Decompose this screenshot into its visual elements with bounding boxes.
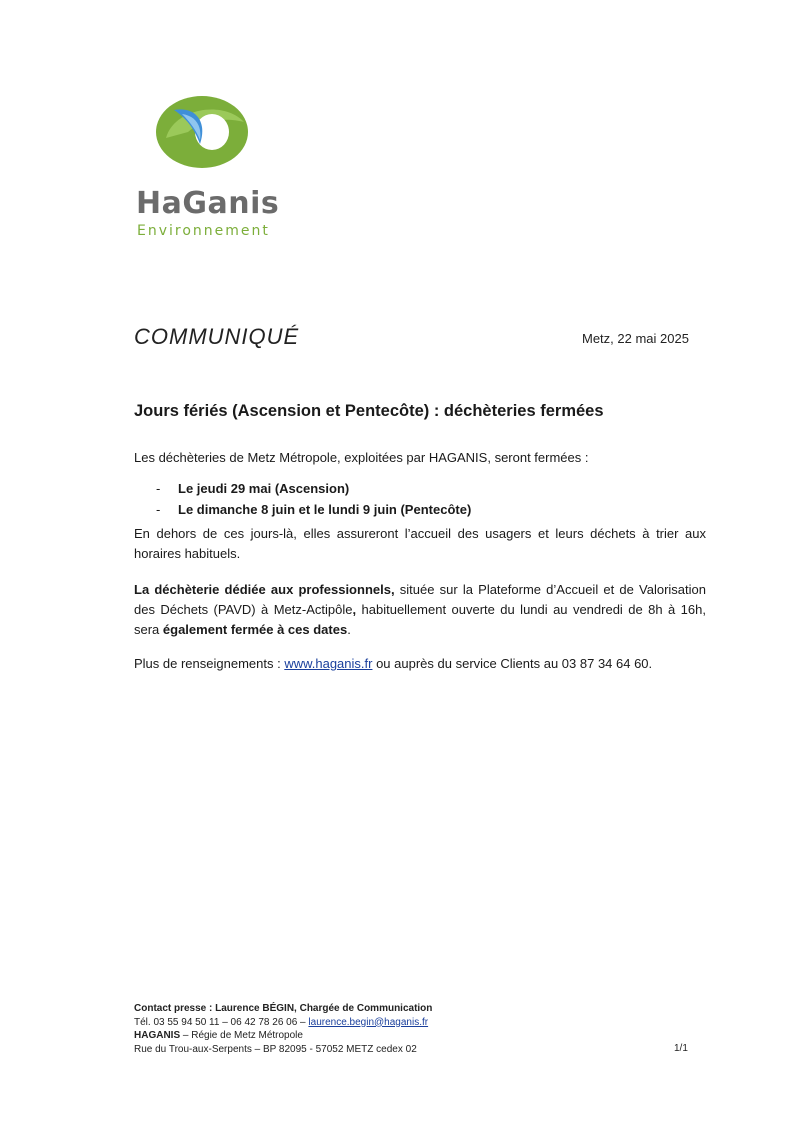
press-contact: Contact presse : Laurence BÉGIN, Chargée de Communication	[134, 1003, 433, 1014]
organization-desc: – Régie de Metz Métropole	[180, 1030, 303, 1041]
organization-name: HAGANIS	[134, 1030, 181, 1041]
website-link[interactable]: www.haganis.fr	[284, 656, 373, 671]
bullet-dash: -	[156, 481, 161, 496]
info-prefix: Plus de renseignements :	[134, 656, 285, 671]
postal-address: Rue du Trou-aux-Serpents – BP 82095 - 57052 METZ cedex 02	[134, 1043, 417, 1055]
intro-text: Les déchèteries de Metz Métropole, exploitées par HAGANIS, seront fermées :	[134, 450, 589, 465]
contact-phones: Tél. 03 55 94 50 11 – 06 42 78 26 06 –	[134, 1016, 309, 1028]
document-type: COMMUNIQUÉ	[134, 324, 300, 349]
closure-dates-list	[156, 478, 471, 520]
paragraph-professionals	[134, 580, 706, 640]
pro-location: située sur la Plateforme d’Accueil et de Valorisation des Déchets (PAVD) à Metz-Actipôle	[134, 582, 706, 617]
haganis-ring-icon	[144, 88, 264, 176]
pro-lead: La déchèterie dédiée aux professionnels,	[134, 582, 395, 597]
contact-phones-line	[134, 1016, 432, 1030]
paragraph-more-info	[134, 654, 706, 674]
bullet-dash: -	[156, 502, 161, 517]
page-title: Jours fériés (Ascension et Pentecôte) : déchèteries fermées	[134, 402, 604, 420]
document-date: Metz, 22 mai 2025	[582, 331, 689, 346]
paragraph-regular-hours: En dehors de ces jours-là, elles assureront l’accueil des usagers et leurs déchets à trier aux horaires habituels.	[134, 526, 706, 561]
list-item	[156, 478, 471, 499]
footer-contact	[134, 1002, 432, 1056]
page-number: 1/1	[674, 1043, 688, 1054]
pro-comma: ,	[352, 602, 357, 617]
email-link[interactable]: laurence.begin@haganis.fr	[308, 1016, 429, 1028]
pro-hours: habituellement ouverte du lundi au vendredi de 8h à 16h, sera	[134, 602, 706, 637]
haganis-logo	[130, 88, 280, 248]
info-suffix: ou auprès du service Clients au 03 87 34 64 60.	[372, 656, 653, 671]
pro-end: .	[347, 622, 351, 637]
organization-line	[134, 1029, 432, 1043]
logo-tagline: Environnement	[137, 223, 270, 239]
list-item	[156, 499, 471, 520]
pro-closed: également fermée à ces dates	[162, 622, 348, 637]
closure-date-2: Le dimanche 8 juin et le lundi 9 juin (Pentecôte)	[178, 502, 472, 517]
closure-date-1: Le jeudi 29 mai (Ascension)	[178, 481, 350, 496]
logo-brand: HaGanis	[136, 186, 280, 221]
